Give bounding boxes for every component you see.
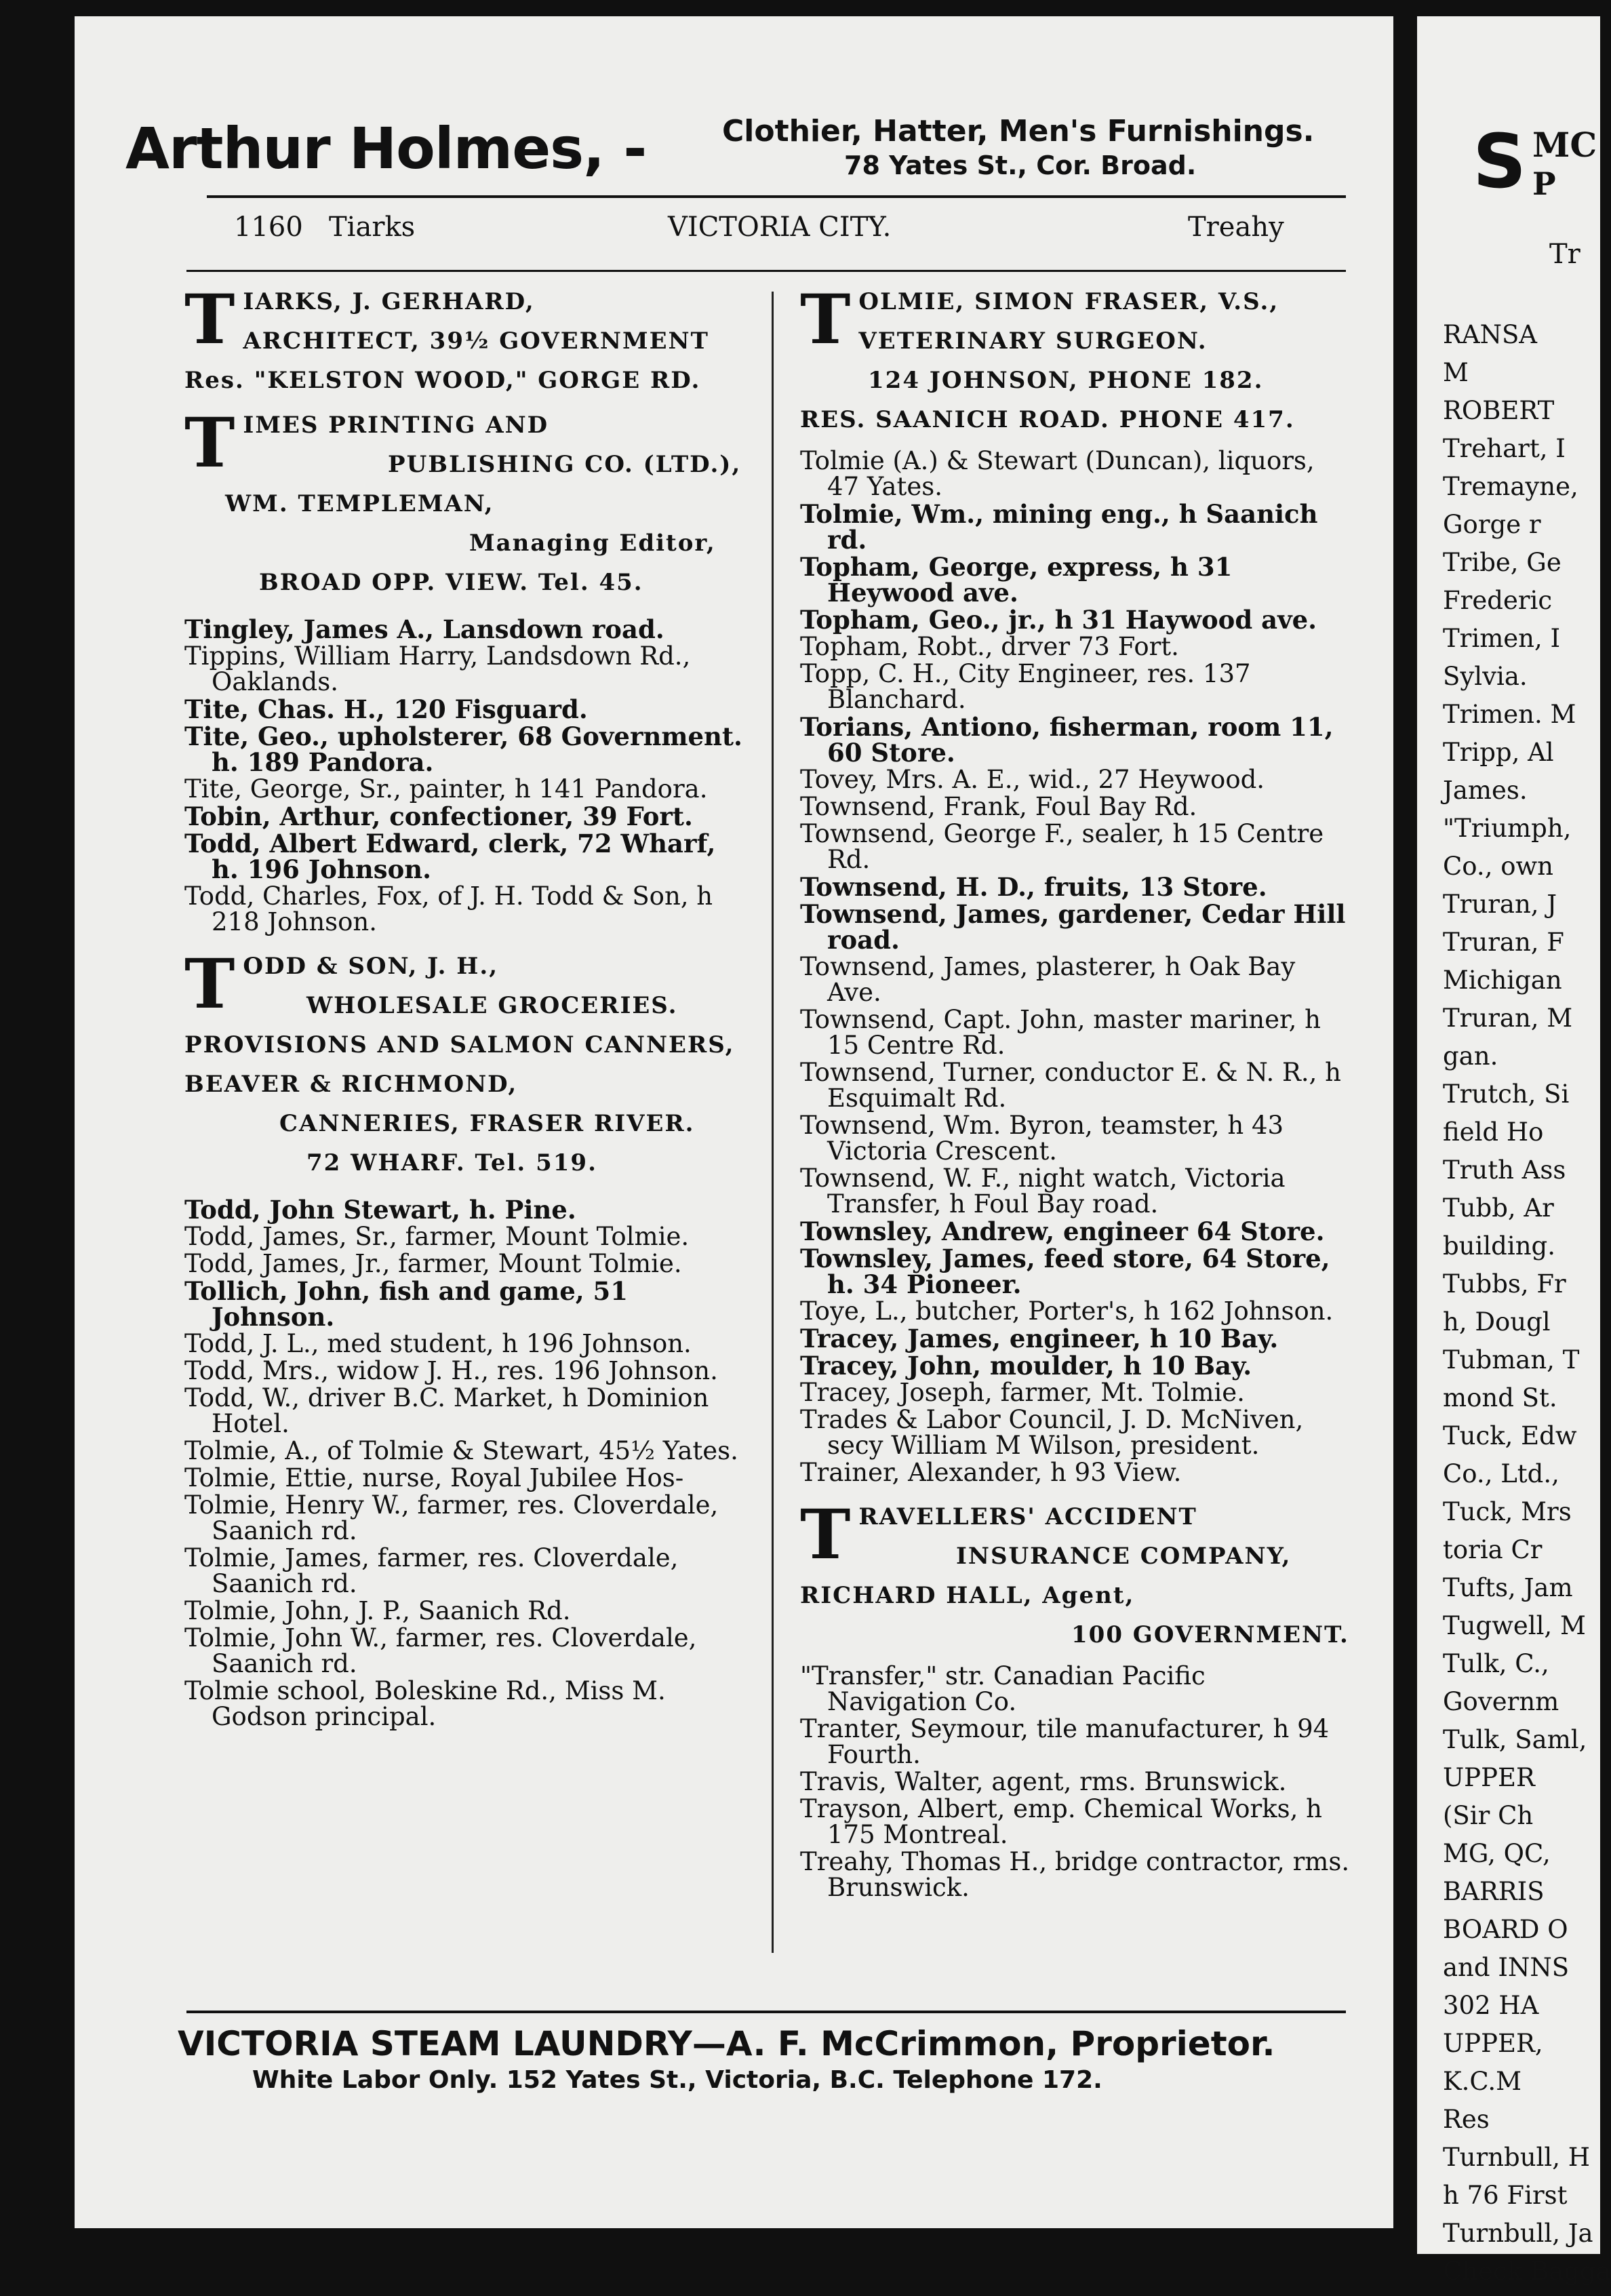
directory-entry: Townsend, James, plasterer, h Oak Bay Ave. [800, 952, 1296, 1007]
running-head-right: Treahy [1188, 212, 1284, 243]
facing-page-running-head: Tr [1549, 239, 1580, 270]
directory-entry: Tovey, Mrs. A. E., wid., 27 Heywood. [800, 765, 1265, 794]
directory-entry: Tippins, William Harry, Landsdown Rd., Oaklands. [184, 641, 691, 696]
facing-page-line: ROBERT [1443, 396, 1555, 425]
column-separator [772, 292, 774, 1953]
directory-entry: Tranter, Seymour, tile manufacturer, h 94 Fourth. [800, 1714, 1330, 1769]
ad-laundry-name: VICTORIA STEAM LAUNDRY—A. F. McCrimmon, Proprietor. [178, 2024, 1275, 2063]
directory-entry: Townsend, Wm. Byron, teamster, h 43 Victoria Crescent. [800, 1111, 1284, 1166]
right-column [800, 279, 1353, 1902]
ad-line: INSURANCE COMPANY, [956, 1543, 1292, 1570]
facing-page-line: h 76 First [1443, 2181, 1568, 2210]
facing-page-line: Turnbull, H [1443, 2143, 1590, 2172]
drop-cap: T [800, 279, 852, 359]
ad-line: VETERINARY SURGEON. [858, 328, 1208, 355]
directory-entry: Topp, C. H., City Engineer, res. 137 Blanchard. [800, 659, 1251, 714]
entry-list [184, 616, 747, 935]
facing-page-line: Check Bagga [1443, 2257, 1611, 2286]
directory-entry: Todd, W., driver B.C. Market, h Dominion Hotel. [184, 1383, 709, 1438]
ad-times-printing [184, 403, 747, 596]
directory-entry: Tracey, James, engineer, h 10 Bay. [800, 1324, 1279, 1353]
directory-entry: Todd, John Stewart, h. Pine. [184, 1195, 576, 1225]
ad-tiarks [184, 279, 747, 394]
drop-cap: T [800, 1495, 852, 1575]
facing-page-line: Truran, M [1443, 1004, 1573, 1033]
directory-entry: Tite, Chas. H., 120 Fisguard. [184, 694, 588, 724]
directory-entry: Todd, Albert Edward, clerk, 72 Wharf, h. 196 Johnson. [184, 829, 716, 884]
directory-entry: Tollich, John, fish and game, 51 Johnson. [184, 1276, 629, 1332]
directory-entry: Tolmie, Henry W., farmer, res. Cloverdale, Saanich rd. [184, 1490, 719, 1545]
facing-page-line: RANSA [1443, 320, 1538, 349]
facing-page-line: toria Cr [1443, 1535, 1543, 1564]
directory-entry: Tolmie, Wm., mining eng., h Saanich rd. [800, 499, 1318, 555]
directory-entry: Treahy, Thomas H., bridge contractor, rms. Brunswick. [800, 1847, 1350, 1902]
directory-entry: Tolmie, Ettie, nurse, Royal Jubilee Hos- [184, 1463, 684, 1492]
page-number: 1160 [234, 212, 303, 243]
facing-page-line: Tuck, Edw [1443, 1421, 1577, 1450]
facing-page-line: Governm [1443, 1687, 1559, 1716]
drop-cap: T [184, 403, 237, 483]
facing-page-line: Tulk, C., [1443, 1649, 1549, 1678]
facing-page-line: Tugwell, M [1443, 1611, 1586, 1640]
directory-entry: Todd, James, Sr., farmer, Mount Tolmie. [184, 1222, 690, 1251]
ad-todd-and-son [184, 944, 747, 1176]
ad-tolmie-veterinary [800, 279, 1353, 433]
directory-entry: Tingley, James A., Lansdown road. [184, 614, 664, 644]
ad-business-name: Arthur Holmes, - [125, 115, 647, 182]
ad-line: IARKS, J. GERHARD, [243, 288, 535, 315]
directory-entry: Tolmie (A.) & Stewart (Duncan), liquors, 47 Yates. [800, 446, 1315, 501]
drop-cap: T [184, 944, 237, 1024]
facing-page-line: Trimen. M [1443, 700, 1576, 729]
facing-page-line: BARRIS [1443, 1877, 1545, 1906]
facing-page-line: Turnbull, Ja [1443, 2219, 1593, 2248]
directory-entry: Tolmie, John W., farmer, res. Cloverdale, Saanich rd. [184, 1623, 697, 1678]
ad-travellers-accident [800, 1495, 1353, 1648]
facing-page-ad-text: MC [1532, 125, 1597, 165]
facing-page-large-initial: S [1473, 118, 1527, 205]
facing-page-line: Tubb, Ar [1443, 1193, 1554, 1223]
entry-list [800, 1663, 1353, 1901]
facing-page-line: h, Dougl [1443, 1307, 1551, 1337]
directory-entry: Tite, Geo., upholsterer, 68 Government. h. 189 Pandora. [184, 721, 742, 777]
running-head-left: Tiarks [329, 212, 416, 243]
facing-page-line: Michigan [1443, 966, 1562, 995]
ad-line: 124 JOHNSON, PHONE 182. [868, 367, 1264, 394]
facing-page-line: Trutch, Si [1443, 1080, 1570, 1109]
directory-entry: Townsley, Andrew, engineer 64 Store. [800, 1216, 1325, 1246]
ad-address-line: 78 Yates St., Cor. Broad. [844, 151, 1197, 180]
facing-page-line: Trehart, I [1443, 434, 1566, 463]
facing-page-line: BOARD O [1443, 1915, 1568, 1944]
facing-page-line: mond St. [1443, 1383, 1557, 1412]
entry-list [800, 448, 1353, 1486]
ad-line: RICHARD HALL, Agent, [800, 1582, 1135, 1609]
facing-page-line: UPPER, [1443, 2029, 1543, 2058]
running-head-center: VICTORIA CITY. [668, 212, 892, 243]
facing-page-line: M [1443, 358, 1469, 387]
bottom-advertisement [178, 2024, 1357, 2094]
directory-entry: Tolmie, A., of Tolmie & Stewart, 45½ Yates. [184, 1436, 738, 1465]
ad-line: WM. TEMPLEMAN, [225, 490, 494, 517]
ad-trade-line: Clothier, Hatter, Men's Furnishings. [722, 114, 1315, 149]
ad-line: BROAD OPP. VIEW. Tel. 45. [259, 569, 643, 596]
ad-line: IMES PRINTING AND [243, 412, 549, 439]
directory-entry: Townsend, W. F., night watch, Victoria Transfer, h Foul Bay road. [800, 1164, 1286, 1219]
directory-entry: Townsend, George F., sealer, h 15 Centre Rd. [800, 819, 1324, 874]
facing-page-line: "Triumph, [1443, 814, 1572, 843]
ad-line: RAVELLERS' ACCIDENT [858, 1503, 1197, 1530]
directory-entry: Tracey, John, moulder, h 10 Bay. [800, 1351, 1252, 1381]
facing-page-line: Tribe, Ge [1443, 548, 1562, 577]
facing-page-line: Frederic [1443, 586, 1553, 615]
facing-page-line: K.C.M [1443, 2067, 1522, 2096]
facing-page-line: Res [1443, 2105, 1490, 2134]
directory-entry: Topham, George, express, h 31 Heywood ave. [800, 552, 1233, 608]
facing-page-line: 302 HA [1443, 1991, 1539, 2020]
facing-page-line: building. [1443, 1231, 1555, 1261]
facing-page-line: Tufts, Jam [1443, 1573, 1573, 1602]
directory-entry: Tolmie, John, J. P., Saanich Rd. [184, 1596, 571, 1625]
ad-line: Res. "KELSTON WOOD," GORGE RD. [184, 367, 701, 394]
ad-line: RES. SAANICH ROAD. PHONE 417. [800, 406, 1295, 433]
facing-page-line: Co., Ltd., [1443, 1459, 1559, 1488]
directory-entry: Townsend, James, gardener, Cedar Hill road. [800, 899, 1346, 955]
directory-entry: Trades & Labor Council, J. D. McNiven, secy William M Wilson, president. [800, 1405, 1304, 1460]
directory-entry: Todd, James, Jr., farmer, Mount Tolmie. [184, 1249, 682, 1278]
ad-line: 72 WHARF. Tel. 519. [306, 1149, 597, 1176]
directory-entry: Topham, Robt., drver 73 Fort. [800, 632, 1179, 661]
directory-entry: Topham, Geo., jr., h 31 Haywood ave. [800, 605, 1317, 635]
directory-entry: Todd, J. L., med student, h 196 Johnson. [184, 1329, 692, 1358]
top-advertisement [125, 102, 1353, 190]
facing-page-line: Truran, J [1443, 890, 1557, 919]
directory-entry: Townsley, James, feed store, 64 Store, h. 34 Pioneer. [800, 1244, 1330, 1299]
header-rule-bottom [186, 270, 1346, 272]
directory-entry: Trayson, Albert, emp. Chemical Works, h 175 Montreal. [800, 1794, 1322, 1849]
facing-page-line: Truran, F [1443, 928, 1564, 957]
facing-page-line: (Sir Ch [1443, 1801, 1534, 1830]
directory-entry: Tracey, Joseph, farmer, Mt. Tolmie. [800, 1378, 1245, 1407]
facing-page-line: Gorge r [1443, 510, 1541, 539]
directory-entry: Trainer, Alexander, h 93 View. [800, 1458, 1182, 1487]
footer-rule [186, 2011, 1346, 2013]
facing-page-line: Tremayne, [1443, 472, 1578, 501]
facing-page-line: UPPER [1443, 1763, 1535, 1792]
directory-entry: Tite, George, Sr., painter, h 141 Pandora. [184, 774, 708, 804]
ad-line: Managing Editor, [469, 530, 716, 557]
directory-entry: Tobin, Arthur, confectioner, 39 Fort. [184, 801, 693, 831]
directory-entry: Townsend, H. D., fruits, 13 Store. [800, 872, 1267, 902]
facing-page-line: Tuck, Mrs [1443, 1497, 1572, 1526]
entry-list [184, 1197, 747, 1730]
facing-page-line: Co., own [1443, 852, 1553, 881]
directory-entry: Townsend, Capt. John, master mariner, h 15 Centre Rd. [800, 1005, 1321, 1060]
facing-page-line: MG, QC, [1443, 1839, 1551, 1868]
facing-page-line: and INNS [1443, 1953, 1570, 1982]
directory-entry: Townsend, Turner, conductor E. & N. R., h Esquimalt Rd. [800, 1058, 1341, 1113]
facing-page-line: Truth Ass [1443, 1155, 1566, 1185]
header-rule-top [207, 195, 1346, 198]
ad-line: WHOLESALE GROCERIES. [306, 992, 678, 1019]
directory-entry: Torians, Antiono, fisherman, room 11, 60 Store. [800, 712, 1334, 768]
ad-line: OLMIE, SIMON FRASER, V.S., [858, 288, 1279, 315]
facing-page [1417, 16, 1611, 2286]
ad-line: CANNERIES, FRASER RIVER. [279, 1110, 695, 1137]
directory-entry: "Transfer," str. Canadian Pacific Navigation Co. [800, 1661, 1206, 1716]
facing-page-line: field Ho [1443, 1117, 1544, 1147]
ad-line: BEAVER & RICHMOND, [184, 1071, 518, 1098]
ad-line: 100 GOVERNMENT. [1071, 1621, 1349, 1648]
directory-entry: Tolmie school, Boleskine Rd., Miss M. Godson principal. [184, 1676, 666, 1731]
directory-entry: Tolmie, James, farmer, res. Cloverdale, Saanich rd. [184, 1543, 679, 1598]
facing-page-line: gan. [1443, 1042, 1498, 1071]
drop-cap: T [184, 279, 237, 359]
facing-page-line: Tubman, T [1443, 1345, 1580, 1374]
directory-entry: Travis, Walter, agent, rms. Brunswick. [800, 1767, 1287, 1796]
directory-entry: Todd, Charles, Fox, of J. H. Todd & Son, h 218 Johnson. [184, 882, 713, 936]
ad-laundry-details: White Labor Only. 152 Yates St., Victoria, B.C. Telephone 172. [252, 2066, 1102, 2094]
ad-line: PUBLISHING CO. (LTD.), [388, 451, 742, 478]
facing-page-line: Trimen, I [1443, 624, 1561, 653]
facing-page-line: James. [1443, 776, 1528, 805]
facing-page-line: Tubbs, Fr [1443, 1269, 1566, 1299]
ad-line: PROVISIONS AND SALMON CANNERS, [184, 1031, 735, 1058]
left-column [184, 279, 747, 1731]
directory-entry: Townsend, Frank, Foul Bay Rd. [800, 792, 1197, 821]
facing-page-line: Sylvia. [1443, 662, 1528, 691]
ad-line: ODD & SON, J. H., [243, 953, 499, 980]
facing-page-line: Tripp, Al [1443, 738, 1554, 767]
directory-entry: Todd, Mrs., widow J. H., res. 196 Johnson. [184, 1356, 718, 1385]
facing-page-ad-text: P [1532, 165, 1556, 202]
facing-page-line: Tulk, Saml, [1443, 1725, 1587, 1754]
ad-line: ARCHITECT, 39½ GOVERNMENT [243, 328, 709, 355]
directory-entry: Toye, L., butcher, Porter's, h 162 Johnson. [800, 1297, 1334, 1326]
